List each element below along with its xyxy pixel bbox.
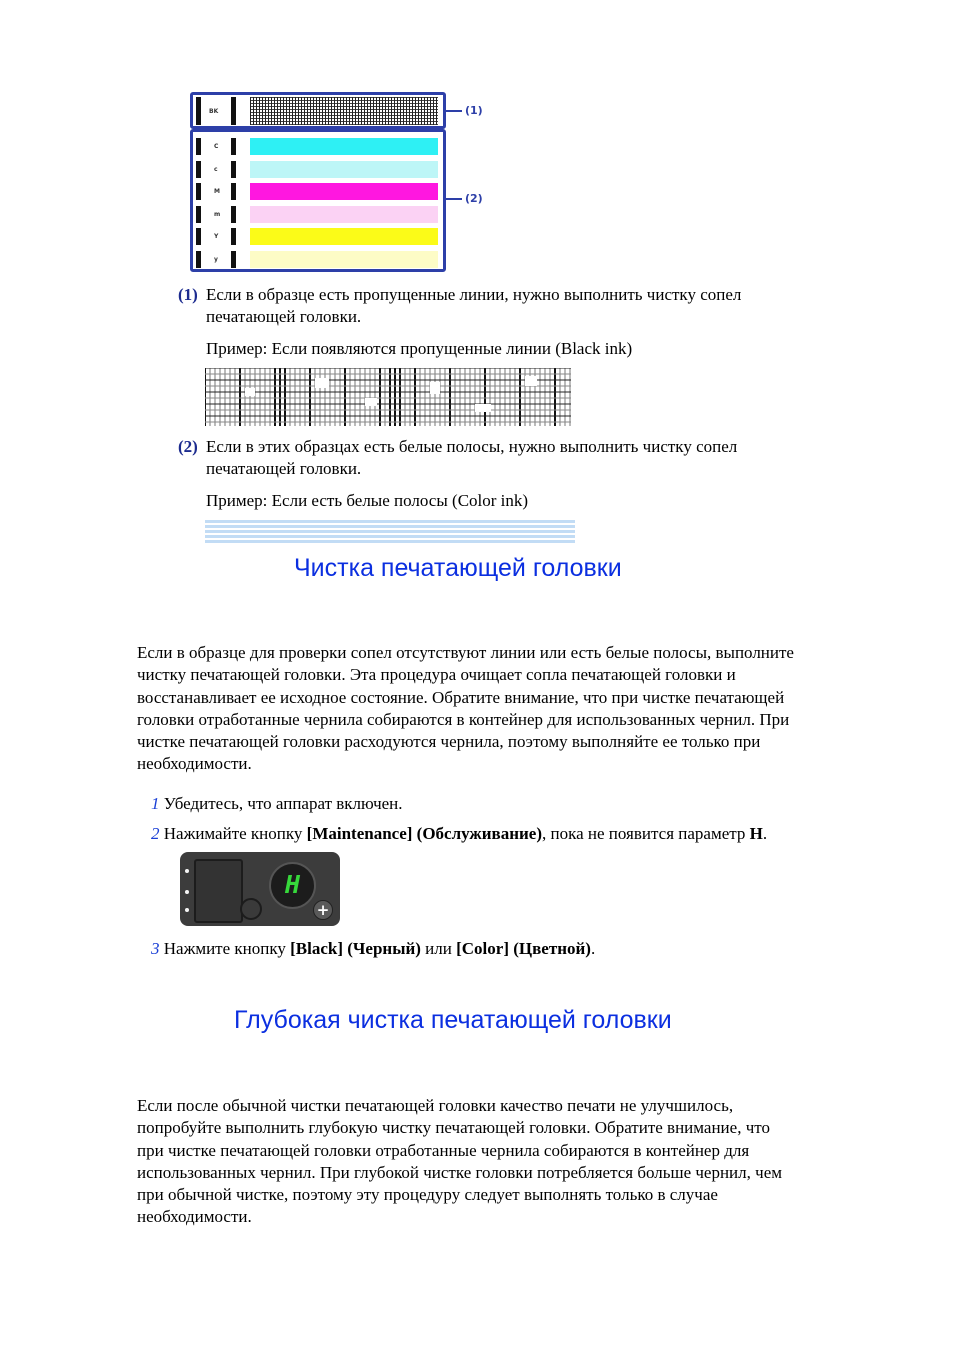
- slot-left-m: [196, 206, 201, 223]
- step-1: [151, 793, 403, 815]
- callout-1: (1): [465, 104, 483, 117]
- item-2-line-1: Если в этих образцах есть белые полосы, нужно выполнить чистку сопел: [206, 437, 738, 456]
- bk-grid-pattern: [250, 97, 438, 125]
- slot-left-y: [196, 251, 201, 268]
- step-2-number: 2: [151, 824, 160, 843]
- slot-left-Y: [196, 228, 201, 245]
- slot-left-C: [196, 138, 201, 155]
- slot-right-C: [231, 138, 236, 155]
- item-1-line-1: Если в образце есть пропущенные линии, нужно выполнить чистку сопел: [206, 285, 742, 304]
- item-2-example: Пример: Если есть белые полосы (Color ink): [206, 491, 529, 510]
- missing-lines-sample: [205, 368, 571, 426]
- item-1-line-2: печатающей головки.: [206, 307, 362, 326]
- callout-line-2: [446, 198, 462, 200]
- panel-led-display: [269, 862, 316, 909]
- section-1-paragraph: Если в образце для проверки сопел отсутствуют линии или есть белые полосы, выполните чистку печатающей головки. Эта процедура очищает сопла печатающей головки и восстанавливает ее исходное состояние. Обратите внимание, что при чистке печатающей головки отработанные чернила собираются в контейнер для использованных чернил. При чистке печатающей головки расходуются чернила, поэтому выполняйте ее только при необходимости.: [137, 643, 794, 774]
- plus-button: +: [313, 900, 333, 920]
- row-label-c: c: [214, 165, 218, 173]
- slot-right-c: [231, 161, 236, 178]
- maintenance-button-label: [Maintenance] (Обслуживание): [306, 824, 542, 843]
- row-label-m: m: [214, 210, 221, 218]
- color-band-y: [250, 251, 438, 268]
- step-3: 3 Нажмите кнопку [Black] (Черный) или [Color] (Цветной).: [151, 939, 596, 958]
- step-3-number: 3: [151, 939, 160, 958]
- color-band-C: [250, 138, 438, 155]
- item-1-number: (1): [178, 285, 198, 304]
- slot-right-Y: [231, 228, 236, 245]
- color-band-Y: [250, 228, 438, 245]
- row-label-M: M: [214, 188, 220, 195]
- callout-line-1: [446, 110, 462, 112]
- black-button-label: [Black] (Черный): [290, 939, 421, 958]
- slot-left-M: [196, 183, 201, 200]
- callout-2: (2): [465, 192, 483, 205]
- item-2-line-2: печатающей головки.: [206, 459, 362, 478]
- bk-slot-left: [196, 97, 201, 125]
- panel-screen: [194, 859, 243, 923]
- slot-right-y: [231, 251, 236, 268]
- panel-small-button: [240, 898, 262, 920]
- color-band-c: [250, 161, 438, 178]
- item-1-example: Пример: Если появляются пропущенные линии (Black ink): [206, 339, 633, 358]
- row-label-y: y: [214, 255, 218, 263]
- row-label-bk: BK: [209, 108, 219, 115]
- section-2-paragraph: Если после обычной чистки печатающей головки качество печати не улучшилось, попробуйте выполнить глубокую чистку печатающей головки. Обратите внимание, что при чистке печатающей головки отработанные чернила собираются в контейнер для использованных чернил. При глубокой чистке головки потребляется больше чернил, чем при обычной чистке, поэтому эту процедуру следует выполнять только в случае необходимости.: [137, 1096, 782, 1227]
- step-1-number: 1: [151, 794, 160, 813]
- slot-right-m: [231, 206, 236, 223]
- white-stripes-sample: [205, 519, 575, 543]
- color-band-m: [250, 206, 438, 223]
- item-2-number: (2): [178, 437, 198, 456]
- slot-right-M: [231, 183, 236, 200]
- bk-slot-right: [231, 97, 236, 125]
- row-label-C: C: [214, 143, 219, 150]
- step-2: 2 Нажимайте кнопку [Maintenance] (Обслуживание), пока не появится параметр H.: [151, 824, 768, 843]
- section-heading-cleaning: Чистка печатающей головки: [294, 554, 622, 582]
- led-display-letter: H: [284, 870, 301, 899]
- slot-left-c: [196, 161, 201, 178]
- printer-control-panel: [180, 852, 340, 926]
- section-heading-deep-cleaning: Глубокая чистка печатающей головки: [234, 1006, 672, 1034]
- color-button-label: [Color] (Цветной): [456, 939, 591, 958]
- color-band-M: [250, 183, 438, 200]
- step-1-text: Убедитесь, что аппарат включен.: [163, 794, 403, 813]
- row-label-Y: Y: [214, 233, 219, 240]
